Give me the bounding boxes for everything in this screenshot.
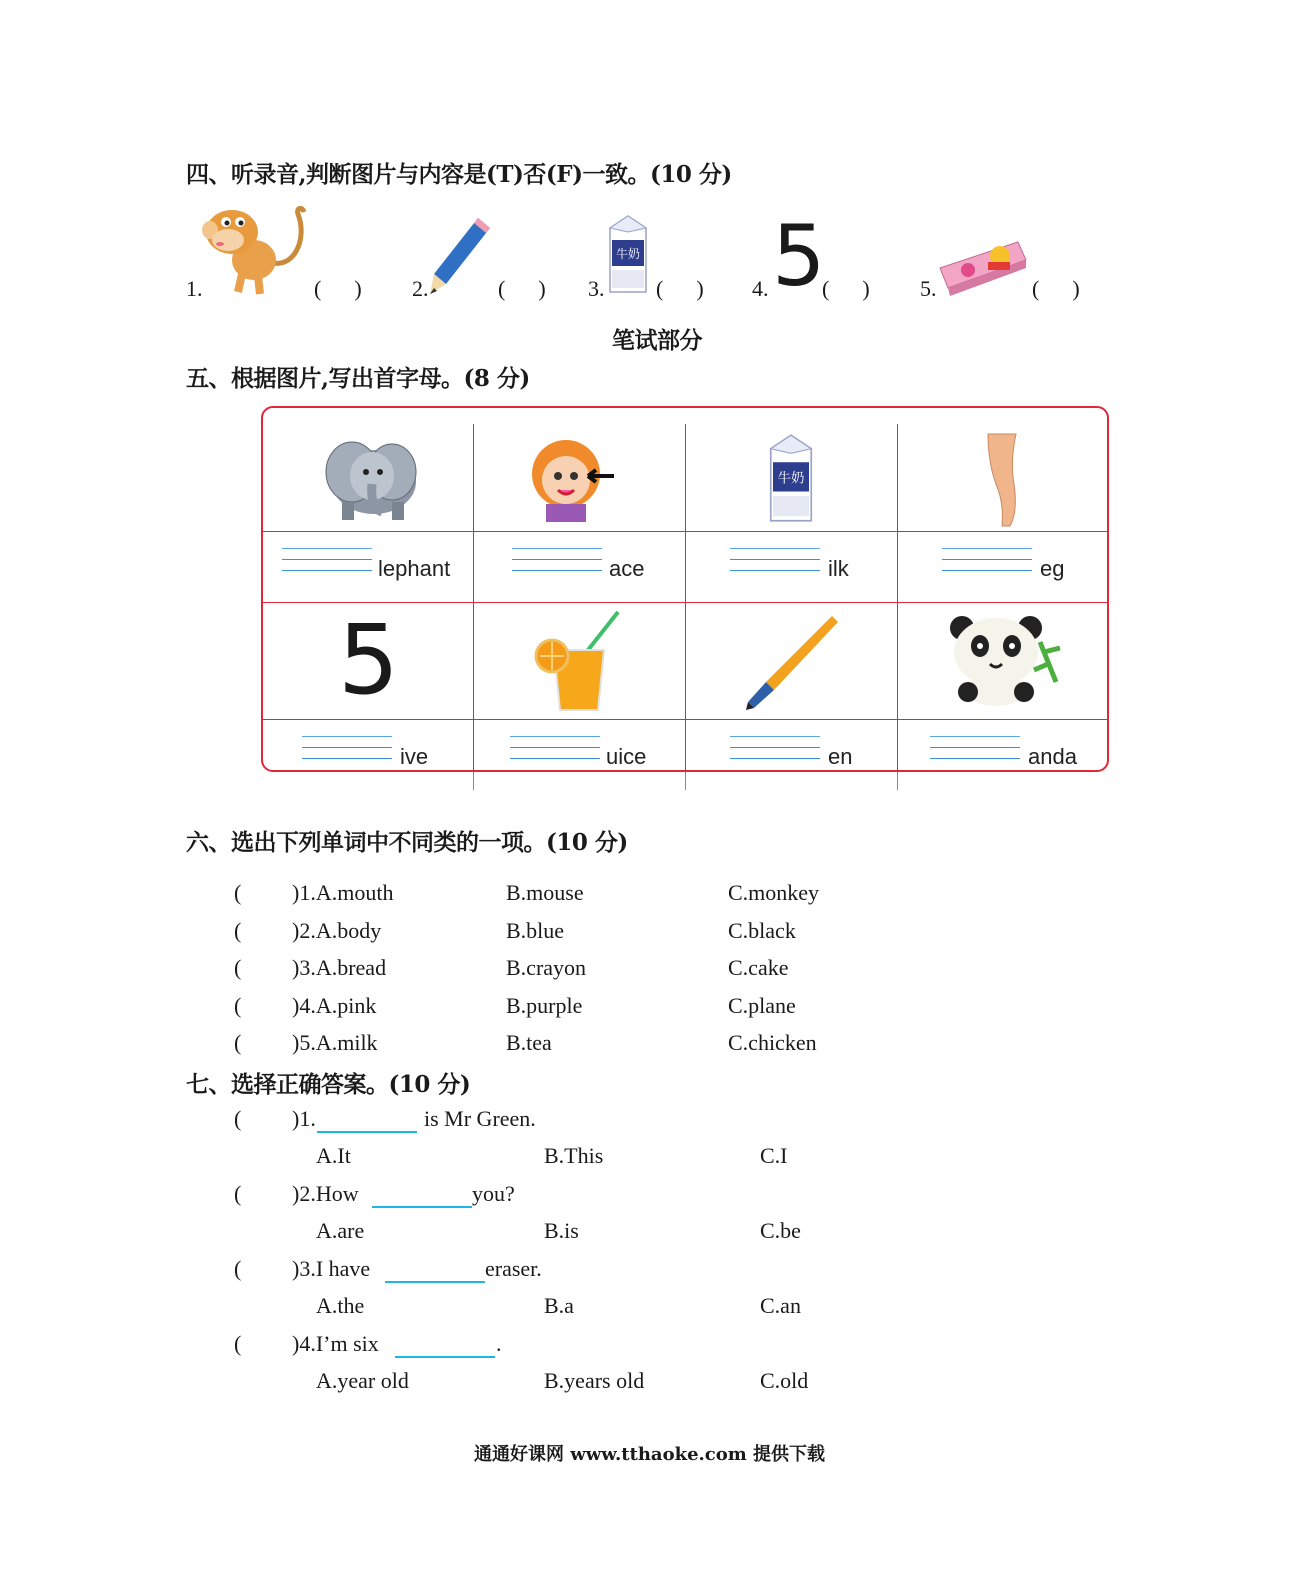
word-suffix: ilk	[828, 556, 849, 581]
milk-label: 牛奶	[615, 247, 641, 261]
option-a: A.year old	[316, 1368, 409, 1393]
monkey-icon	[198, 200, 310, 296]
question-prefix: )2.How	[292, 1181, 359, 1206]
word-suffix: eg	[1040, 556, 1065, 581]
answer-paren[interactable]: ( )	[822, 276, 870, 301]
pencil-icon	[428, 214, 494, 296]
word-suffix: ive	[400, 744, 429, 769]
option-b: B.blue	[506, 918, 565, 943]
milk-carton-icon	[764, 430, 818, 526]
option-b: B.crayon	[506, 955, 587, 980]
option-c: C.be	[760, 1218, 801, 1243]
answer-paren[interactable]: ( )	[1032, 276, 1080, 301]
option-c: C.black	[728, 918, 796, 943]
option-b: B.years old	[544, 1368, 645, 1393]
question: )5.A.milk	[292, 1030, 378, 1055]
option-c: C.plane	[728, 993, 796, 1018]
question: )3.A.bread	[292, 955, 387, 980]
item-number: 1.	[186, 276, 203, 301]
open-paren[interactable]: (	[234, 918, 242, 943]
option-c: C.an	[760, 1293, 801, 1318]
question-suffix: .	[496, 1331, 502, 1356]
option-b: B.purple	[506, 993, 583, 1018]
section7-title: 七、选择正确答案。(10 分)	[186, 1071, 471, 1098]
open-paren[interactable]: (	[234, 1106, 242, 1131]
option-c: C.old	[760, 1368, 809, 1393]
item-number: 3.	[588, 276, 605, 301]
milk-carton-icon	[604, 212, 652, 296]
open-paren[interactable]: (	[234, 880, 242, 905]
word-suffix: en	[828, 744, 853, 769]
milk-label: 牛奶	[777, 470, 805, 487]
number-five-icon: 5	[338, 604, 400, 716]
question-prefix: )4.I’m six	[292, 1331, 379, 1356]
open-paren[interactable]: (	[234, 993, 242, 1018]
option-c: C.I	[760, 1143, 788, 1168]
option-c: C.cake	[728, 955, 789, 980]
answer-blank[interactable]	[372, 1206, 472, 1208]
option-a: A.are	[316, 1218, 365, 1243]
option-b: B.mouse	[506, 880, 584, 905]
pen-icon	[744, 612, 840, 712]
open-paren[interactable]: (	[234, 1331, 242, 1356]
section6-title: 六、选出下列单词中不同类的一项。(10 分)	[186, 829, 628, 856]
word-suffix: lephant	[378, 556, 451, 581]
option-b: B.is	[544, 1218, 579, 1243]
open-paren[interactable]: (	[234, 955, 242, 980]
option-a: A.the	[316, 1293, 365, 1318]
option-b: B.tea	[506, 1030, 552, 1055]
item-number: 4.	[752, 276, 769, 301]
question-prefix: )1.	[292, 1106, 316, 1131]
option-b: B.This	[544, 1143, 604, 1168]
question: )1.A.mouth	[292, 880, 394, 905]
item-number: 5.	[920, 276, 937, 301]
written-part-heading: 笔试部分	[612, 327, 702, 354]
answer-blank[interactable]	[395, 1356, 495, 1358]
footer-text: 通通好课网 www.tthaoke.com 提供下载	[474, 1444, 826, 1465]
question: )4.A.pink	[292, 993, 377, 1018]
answer-paren[interactable]: ( )	[656, 276, 704, 301]
open-paren[interactable]: (	[234, 1256, 242, 1281]
question-prefix: )3.I have	[292, 1256, 371, 1281]
option-a: A.It	[316, 1143, 351, 1168]
word-suffix: ace	[609, 556, 645, 581]
question-suffix: you?	[472, 1181, 515, 1206]
answer-paren[interactable]: ( )	[498, 276, 546, 301]
juice-icon	[534, 610, 624, 714]
panda-icon	[944, 612, 1062, 708]
answer-blank[interactable]	[385, 1281, 485, 1283]
option-c: C.chicken	[728, 1030, 817, 1055]
option-b: B.a	[544, 1293, 574, 1318]
word-suffix: anda	[1028, 744, 1077, 769]
pencil-box-icon	[938, 238, 1028, 296]
open-paren[interactable]: (	[234, 1030, 242, 1055]
question-suffix: eraser.	[485, 1256, 542, 1281]
question-suffix: is Mr Green.	[424, 1106, 536, 1131]
question: )2.A.body	[292, 918, 382, 943]
section5-title: 五、根据图片,写出首字母。(8 分)	[186, 365, 530, 392]
elephant-icon	[312, 432, 424, 526]
leg-icon	[982, 432, 1022, 528]
word-suffix: uice	[606, 744, 647, 769]
number-five-icon: 5	[772, 207, 826, 305]
answer-paren[interactable]: ( )	[314, 276, 362, 301]
answer-blank[interactable]	[317, 1131, 417, 1133]
option-c: C.monkey	[728, 880, 820, 905]
open-paren[interactable]: (	[234, 1181, 242, 1206]
section4-title: 四、听录音,判断图片与内容是(T)否(F)一致。(10 分)	[186, 161, 732, 188]
item-number: 2.	[412, 276, 429, 301]
girl-face-icon	[522, 434, 618, 524]
